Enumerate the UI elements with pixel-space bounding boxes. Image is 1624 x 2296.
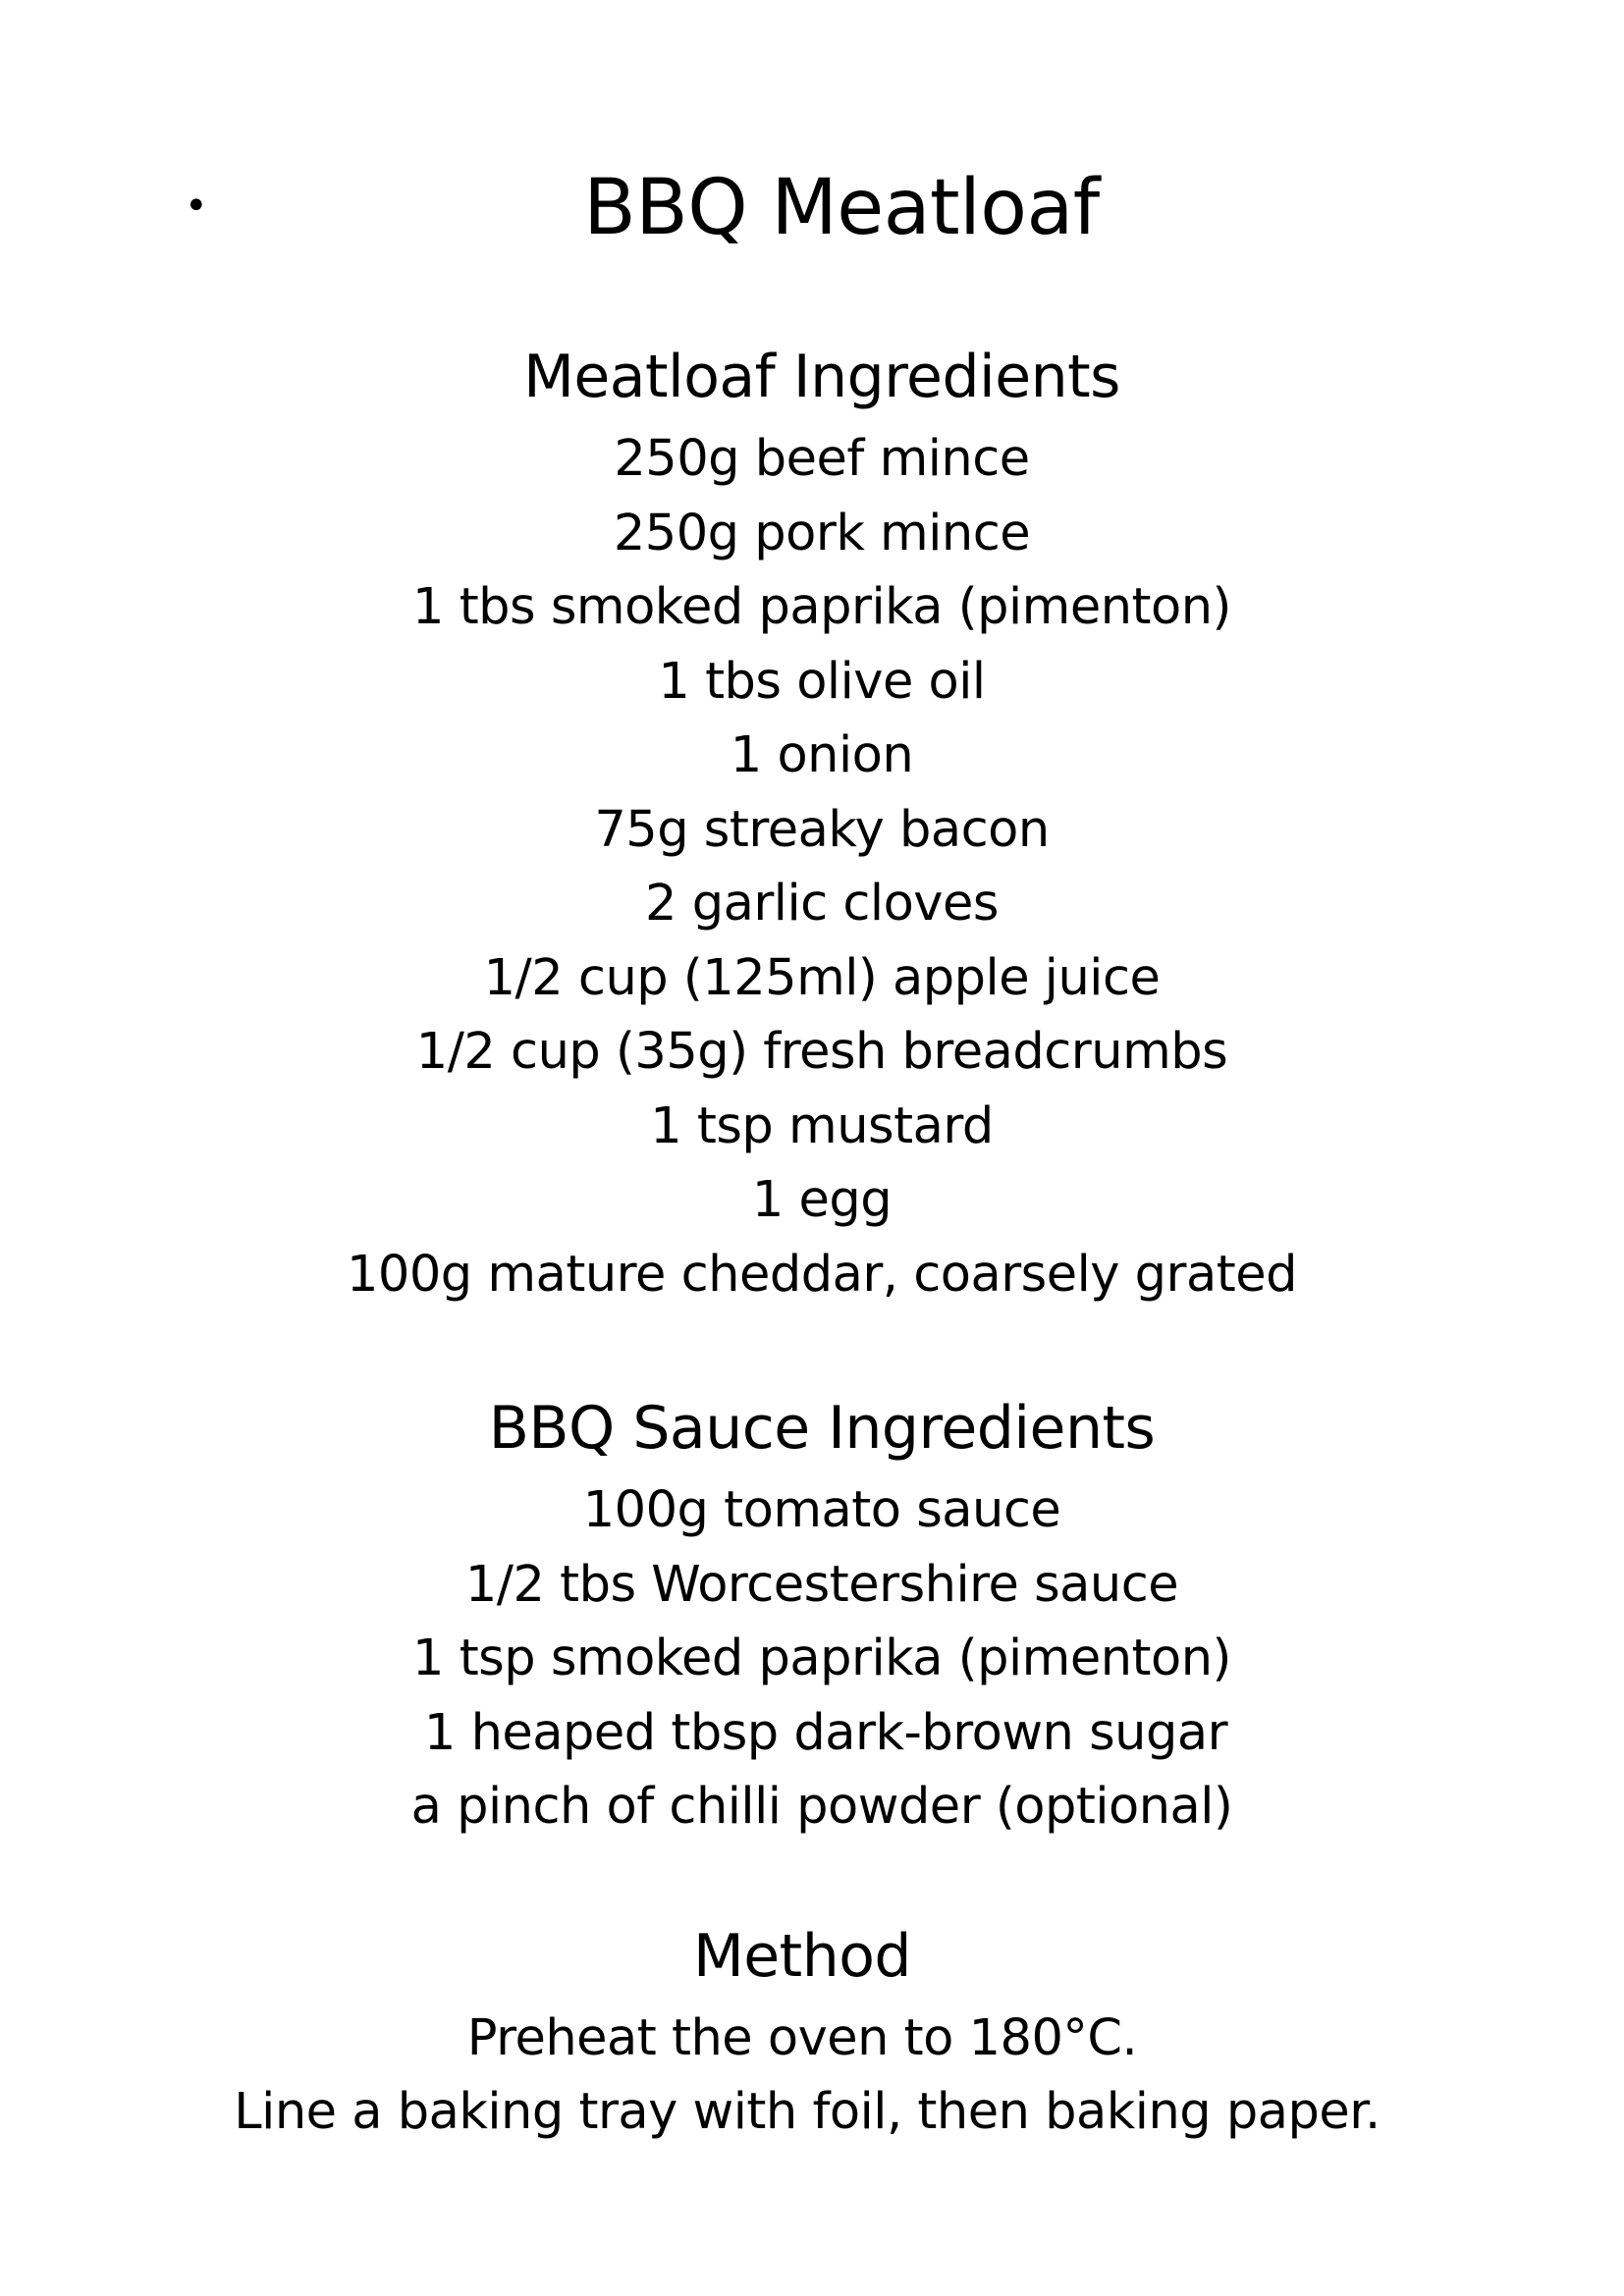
- meatloaf-ingredient-9: 1/2 cup (35g) fresh breadcrumbs: [415, 1023, 1228, 1081]
- sauce-ingredient-4: 1 heaped tbsp dark-brown sugar: [423, 1704, 1228, 1762]
- bullet-marker: •: [185, 184, 208, 229]
- sauce-ingredient-2: 1/2 tbs Worcestershire sauce: [464, 1556, 1179, 1614]
- sauce-ingredient-3: 1 tsp smoked paprika (pimenton): [412, 1629, 1231, 1687]
- meatloaf-ingredient-11: 1 egg: [751, 1171, 893, 1229]
- bbq-sauce-ingredients-heading: BBQ Sauce Ingredients: [488, 1394, 1156, 1463]
- meatloaf-ingredient-1: 250g beef mince: [614, 430, 1030, 488]
- meatloaf-ingredient-12: 100g mature cheddar, coarsely grated: [346, 1246, 1298, 1304]
- recipe-title: BBQ Meatloaf: [583, 164, 1100, 252]
- meatloaf-ingredients-heading: Meatloaf Ingredients: [523, 343, 1120, 411]
- meatloaf-ingredient-6: 75g streaky bacon: [594, 801, 1050, 859]
- meatloaf-ingredient-8: 1/2 cup (125ml) apple juice: [483, 949, 1161, 1007]
- meatloaf-ingredient-3: 1 tbs smoked paprika (pimenton): [412, 578, 1231, 636]
- meatloaf-ingredient-7: 2 garlic cloves: [645, 875, 999, 933]
- method-step-2: Line a baking tray with foil, then baking paper.: [234, 2083, 1380, 2141]
- meatloaf-ingredient-2: 250g pork mince: [613, 505, 1031, 562]
- meatloaf-ingredient-10: 1 tsp mustard: [650, 1097, 994, 1155]
- method-heading: Method: [692, 1922, 912, 1991]
- sauce-ingredient-1: 100g tomato sauce: [582, 1481, 1061, 1539]
- sauce-ingredient-5: a pinch of chilli powder (optional): [410, 1778, 1233, 1836]
- meatloaf-ingredient-5: 1 onion: [730, 726, 914, 784]
- method-step-1: Preheat the oven to 180°C.: [466, 2009, 1138, 2067]
- meatloaf-ingredient-4: 1 tbs olive oil: [658, 653, 986, 711]
